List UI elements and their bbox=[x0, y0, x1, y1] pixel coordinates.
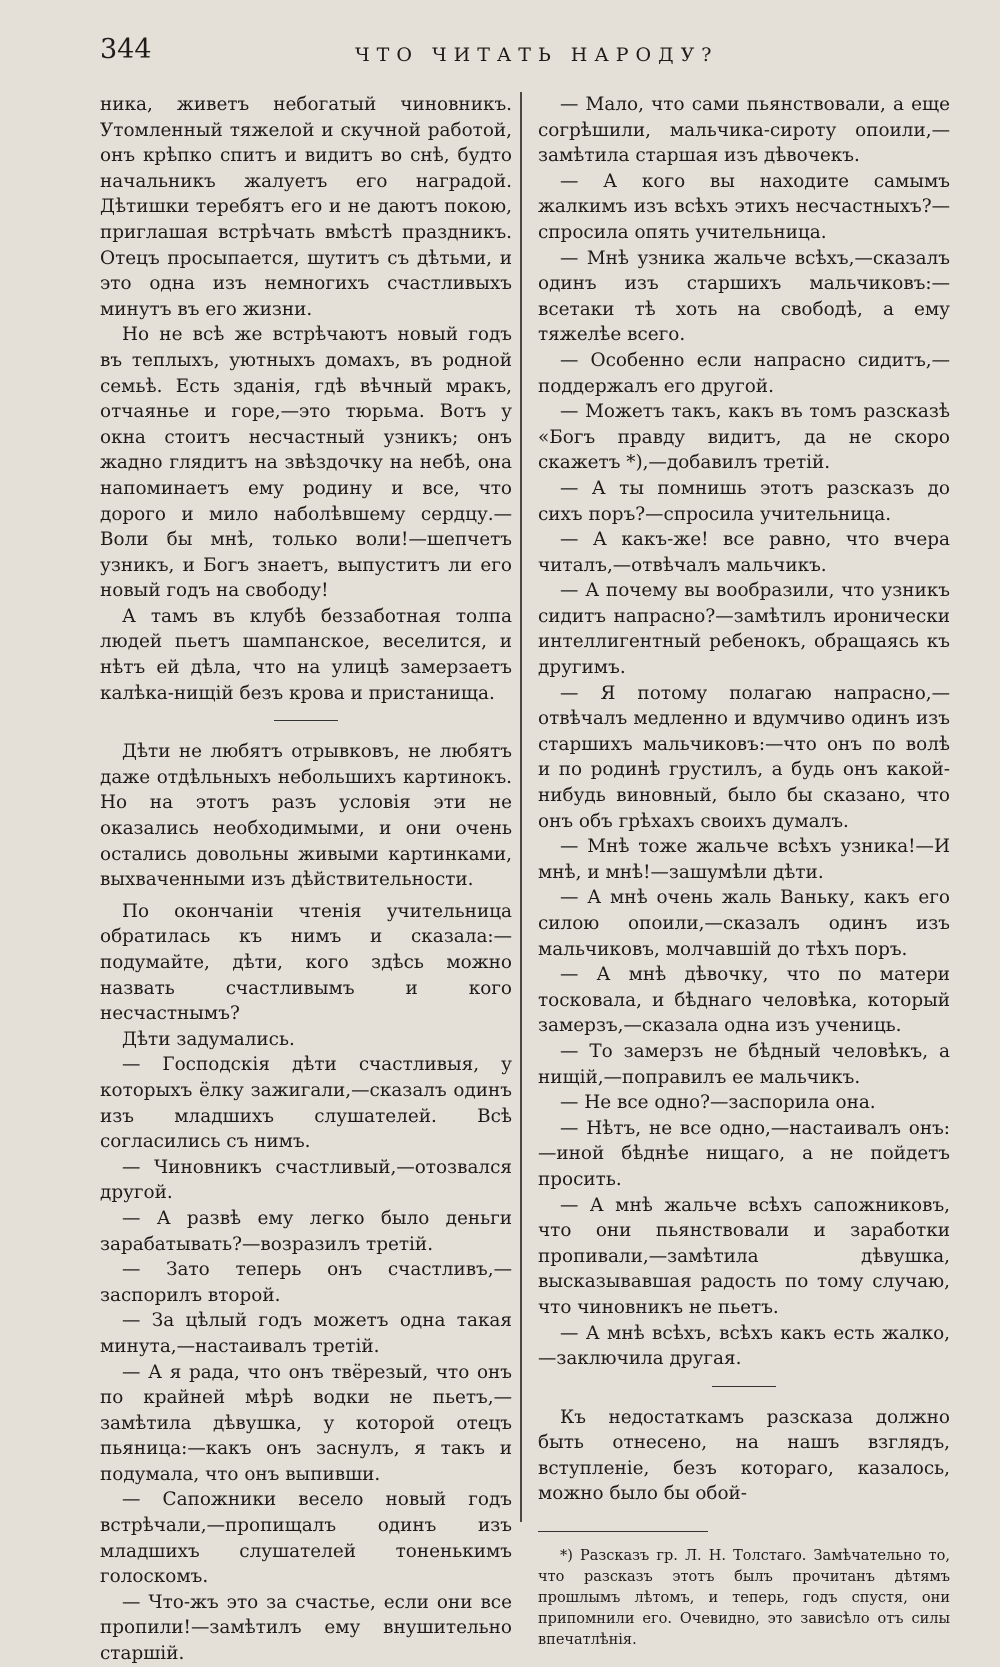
paragraph: — Особенно если напрасно сидитъ,—поддержалъ его другой. bbox=[538, 349, 950, 397]
paragraph: — А ты помнишь этотъ разсказъ до сихъ поръ?—спросила учительница. bbox=[538, 477, 950, 525]
page-header bbox=[100, 34, 940, 74]
paragraph: — Не все одно?—заспорила она. bbox=[560, 1092, 876, 1114]
paragraph: — А мнѣ жальче всѣхъ сапожниковъ, что они пьянствовали и заработки пропивали,—замѣтила дѣвушка, высказывавшая радость по тому случаю, что чиновникъ не пьетъ. bbox=[538, 1194, 950, 1318]
paragraph: — А я рада, что онъ твёрезый, что онъ по крайней мѣрѣ водки не пьетъ,—замѣтила дѣвушка, у которой отецъ пьяница:—какъ онъ заснулъ, я такъ и подумала, что онъ выпивши. bbox=[100, 1361, 512, 1485]
paragraph: А тамъ въ клубѣ беззаботная толпа людей пьетъ шампанское, веселится, и нѣтъ ей дѣла, что на улицѣ замерзаетъ калѣка-нищій безъ крова и пристанища. bbox=[100, 605, 512, 704]
paragraph: — За цѣлый годъ можетъ одна такая минута,—настаивалъ третій. bbox=[100, 1310, 512, 1357]
footnote-rule bbox=[538, 1531, 708, 1532]
paragraph: Дѣти задумались. bbox=[122, 1028, 295, 1050]
paragraph: — То замерзъ не бѣдный человѣкъ, а нищій,—поправилъ ее мальчикъ. bbox=[538, 1040, 950, 1088]
paragraph: — Мнѣ тоже жальче всѣхъ узника!—И мнѣ, и мнѣ!—зашумѣли дѣти. bbox=[538, 836, 950, 883]
paragraph: — А кого вы находите самымъ жалкимъ изъ всѣхъ этихъ несчастныхъ?—спросила опять учительница. bbox=[538, 170, 950, 243]
paragraph: — А мнѣ очень жаль Ваньку, какъ его силою опоили,—сказалъ одинъ изъ мальчиковъ, молчавшій до тѣхъ поръ. bbox=[538, 887, 950, 960]
paragraph: ника, живетъ небогатый чиновникъ. Утомленный тяжелой и скучной работой, онъ крѣпко спитъ и видитъ во снѣ, будто начальникъ жалуетъ его наградой. Дѣтишки теребятъ его и не даютъ покою, приглашая встрѣчать вмѣстѣ праздникъ. Отецъ просыпается, шутитъ съ дѣтьми, и это одна изъ немногихъ счастливыхъ минутъ въ его жизни. bbox=[100, 94, 512, 320]
paragraph: Но не всѣ же встрѣчаютъ новый годъ въ теплыхъ, уютныхъ домахъ, въ родной семьѣ. Есть зданія, гдѣ вѣчный мракъ, отчаянье и горе,—это тюрьма. Вотъ у окна стоитъ несчастный узникъ; онъ жадно глядитъ на звѣздочку на небѣ, она напоминаетъ ему родину и все, что дорого и мило наболѣвшему сердцу.—Воли бы мнѣ, только воли!—шепчетъ узникъ, и Богъ знаетъ, выпуститъ ли его новый годъ на свободу! bbox=[100, 324, 512, 602]
left-column bbox=[100, 92, 512, 1667]
paragraph: — А мнѣ дѣвочку, что по матери тосковала, и бѣднаго человѣка, который замерзъ,—сказала одна изъ учениць. bbox=[538, 964, 950, 1037]
paragraph: — Мнѣ узника жальче всѣхъ,—сказалъ одинъ изъ старшихъ мальчиковъ:—всетаки тѣ хоть на свободѣ, а ему тяжелѣе всего. bbox=[538, 247, 950, 346]
footnote bbox=[538, 1546, 950, 1651]
right-column bbox=[538, 92, 950, 1651]
paragraph: — Можетъ такъ, какъ въ томъ разсказѣ «Богъ правду видитъ, да не скоро скажетъ *),—добавилъ третій. bbox=[538, 401, 950, 474]
column-divider bbox=[520, 92, 522, 1522]
paragraph: — Зато теперь онъ счастливъ,—заспорилъ второй. bbox=[100, 1259, 512, 1306]
paragraph: Дѣти не любятъ отрывковъ, не любятъ даже отдѣльныхъ небольшихъ картинокъ. Но на этотъ разъ условія эти не оказались необходимыми, и они очень остались довольны живыми картинками, выхваченными изъ дѣйствительности. bbox=[100, 741, 512, 891]
paragraph: — А мнѣ всѣхъ, всѣхъ какъ есть жалко,—заключила другая. bbox=[538, 1322, 950, 1370]
paragraph: — Господскія дѣти счастливыя, у которыхъ ёлку зажигали,—сказалъ одинъ изъ младшихъ слушателей. Всѣ согласились съ нимъ. bbox=[100, 1054, 512, 1153]
paragraph: — А почему вы вообразили, что узникъ сидитъ напрасно?—замѣтилъ иронически интеллигентный ребенокъ, обращаясь къ другимъ. bbox=[538, 580, 950, 679]
paragraph: — Сапожники весело новый годъ встрѣчали,—пропищалъ одинъ изъ младшихъ слушателей тоненькимъ голоскомъ. bbox=[100, 1489, 512, 1588]
footnote-text: *) Разсказъ гр. Л. Н. Толстаго. Замѣчательно то, что разсказъ этотъ былъ прочитанъ дѣтямъ прошлымъ лѣтомъ, и теперь, годъ спустя, они припомнили его. Очевидно, это зависѣло отъ силы впечатлѣнія. bbox=[538, 1548, 950, 1649]
paragraph: — Мало, что сами пьянствовали, а еще согрѣшили, мальчика-сироту опоили,—замѣтила старшая изъ дѣвочекъ. bbox=[538, 94, 950, 167]
running-title: ЧТО ЧИТАТЬ НАРОДУ? bbox=[355, 44, 719, 66]
page-number: 344 bbox=[100, 34, 152, 65]
paragraph: — Чиновникъ счастливый,—отозвался другой. bbox=[100, 1156, 512, 1204]
paragraph: — Что-жъ это за счастье, если они все пропили!—замѣтилъ ему внушительно старшій. bbox=[100, 1591, 512, 1665]
paragraph: Къ недостаткамъ разсказа должно быть отнесено, на нашъ взглядъ, вступленіе, безъ котораго, казалось, можно было бы обой- bbox=[538, 1406, 950, 1505]
paragraph: — А какъ-же! все равно, что вчера читалъ,—отвѣчалъ мальчикъ. bbox=[538, 529, 950, 576]
section-separator bbox=[712, 1386, 776, 1387]
paragraph: — Нѣтъ, не все одно,—настаивалъ онъ:—иной бѣднѣе нищаго, а не пойдетъ просить. bbox=[538, 1117, 950, 1190]
section-separator bbox=[274, 720, 338, 721]
paragraph: По окончаніи чтенія учительница обратилась къ нимъ и сказала:—подумайте, дѣти, кого здѣсь можно назвать счастливымъ и кого несчастнымъ? bbox=[100, 900, 512, 1025]
paragraph: — Я потому полагаю напрасно,—отвѣчалъ медленно и вдумчиво одинъ изъ старшихъ мальчиковъ:—что онъ по волѣ и по родинѣ грустилъ, а будь онъ какой-нибудь виновный, было бы сказано, что онъ объ грѣхахъ своихъ думалъ. bbox=[538, 682, 950, 832]
paragraph: — А развѣ ему легко было деньги зарабатывать?—возразилъ третій. bbox=[100, 1207, 512, 1255]
